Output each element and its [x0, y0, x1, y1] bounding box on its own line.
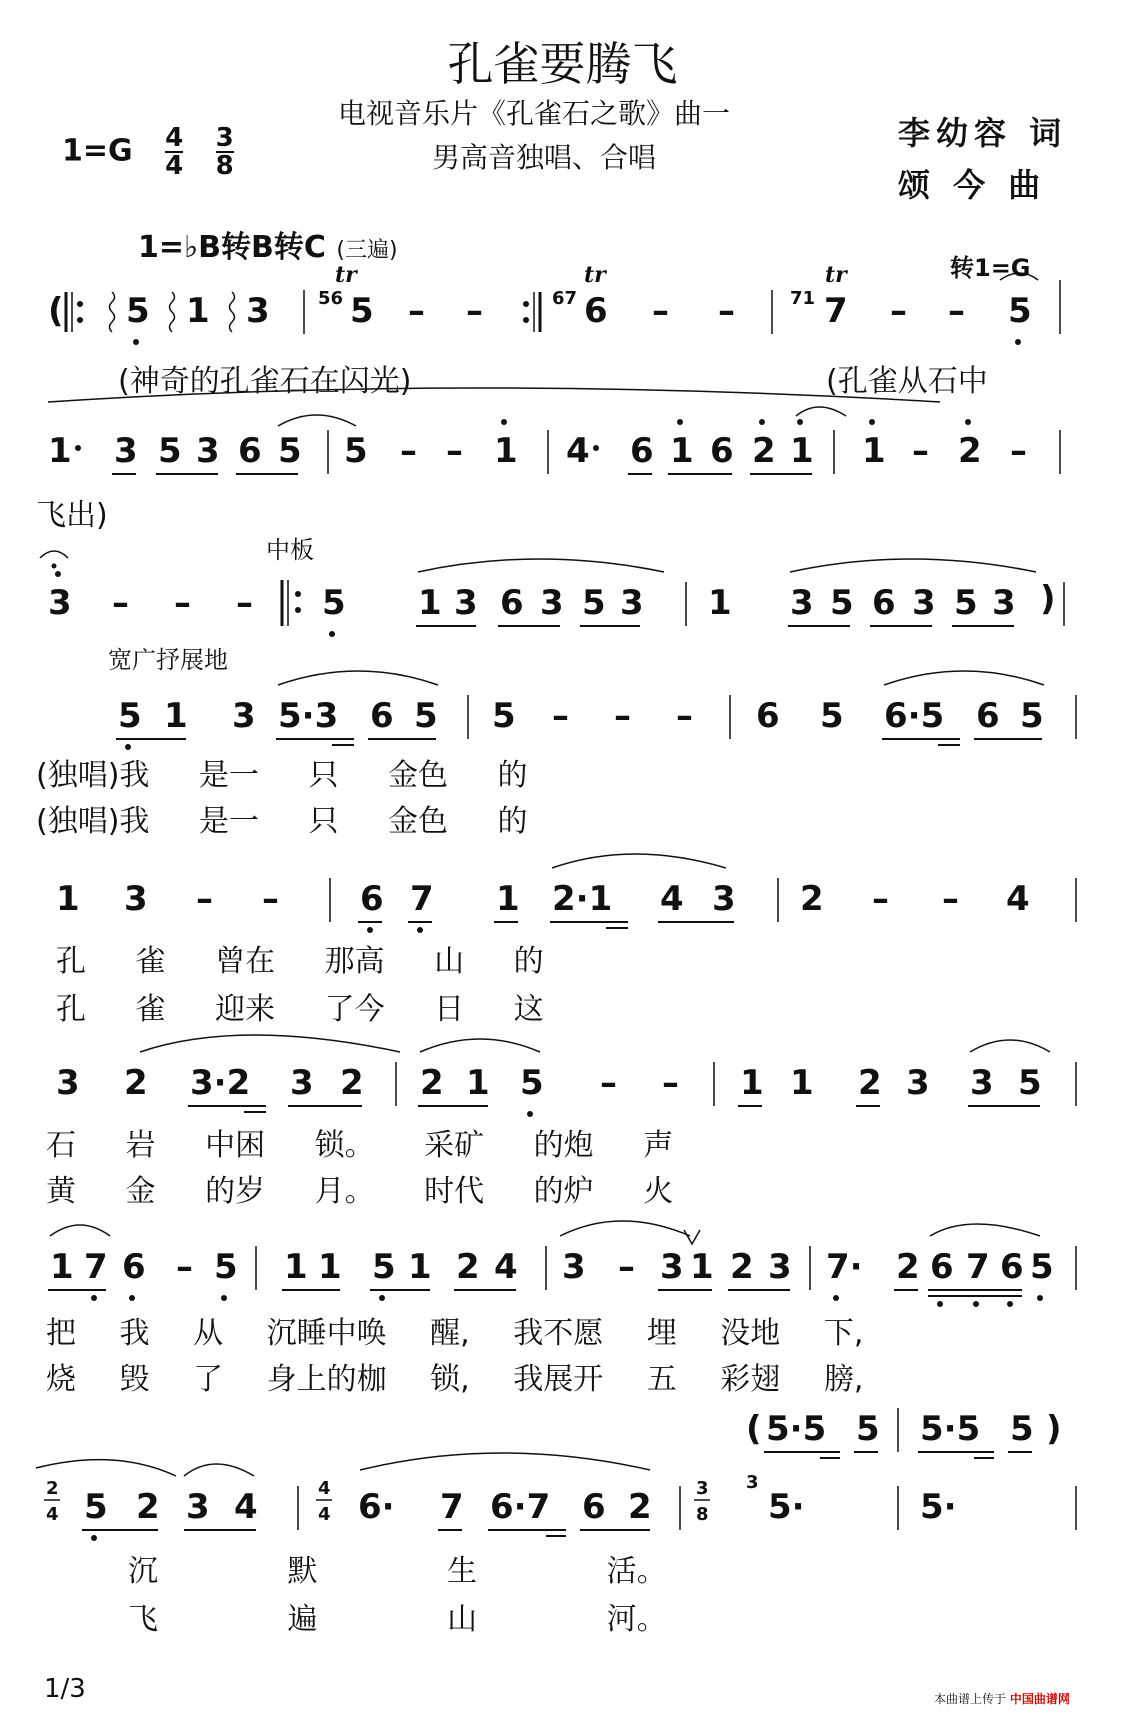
note: 5 — [84, 1487, 108, 1527]
note: 1 — [186, 291, 210, 331]
note: 5 — [126, 291, 150, 331]
note: 7 — [84, 1247, 108, 1287]
verse2-line1: (独唱)我 是一 只 金色 的 — [36, 804, 528, 839]
note: 4 — [566, 431, 590, 471]
note: 2 — [800, 879, 824, 919]
note: 2 — [958, 431, 982, 471]
note: 6· — [358, 1487, 395, 1527]
svg-text:–: – — [676, 696, 693, 736]
svg-text:–: – — [174, 583, 191, 623]
note: 1 — [708, 583, 732, 623]
note: 3 — [246, 291, 270, 331]
note: 3 — [114, 431, 138, 471]
verse2-line2: 孔 雀 迎来 了今 日 这 — [56, 992, 544, 1027]
note: 5·3 — [278, 696, 339, 736]
note: 5 — [582, 583, 606, 623]
svg-text:–: – — [552, 696, 569, 736]
note: 1 — [48, 431, 72, 471]
note: 5 — [830, 583, 854, 623]
note: 3·2 — [190, 1063, 251, 1103]
svg-text:(: ( — [746, 1409, 762, 1449]
svg-text:4: 4 — [46, 1504, 59, 1525]
staff-row-3 — [0, 572, 1125, 642]
note: 2 — [730, 1247, 754, 1287]
note: 6 — [360, 879, 384, 919]
staff-row-8-top — [0, 1400, 1125, 1450]
verse2-line3: 黄 金 的岁 月。 时代 的炉 火 — [46, 1174, 674, 1209]
svg-text:–: – — [652, 291, 669, 331]
note: 7 — [966, 1247, 990, 1287]
note: 5·5 — [920, 1409, 981, 1449]
modulation-to-g: 转1=G — [950, 254, 1031, 282]
modulation-marking: 1=♭B转B转C (三遍) — [138, 230, 398, 265]
note: 3 — [124, 879, 148, 919]
note: 2 — [896, 1247, 920, 1287]
note: 3 — [540, 583, 564, 623]
note: 6 — [710, 431, 734, 471]
note: 2 — [136, 1487, 160, 1527]
note: 2 — [752, 431, 776, 471]
note: 5 — [118, 696, 142, 736]
note: 4 — [1006, 879, 1030, 919]
verse1-line5: 沉 默 生 活。 — [128, 1554, 667, 1589]
note: 2 — [456, 1247, 480, 1287]
note: 3 — [970, 1063, 994, 1103]
note: 4 — [494, 1247, 518, 1287]
intro-lyric-3: 飞出) — [36, 498, 108, 533]
staff-row-6 — [0, 1052, 1125, 1122]
note: 3 — [620, 583, 644, 623]
note: 3 — [290, 1063, 314, 1103]
svg-text:–: – — [948, 291, 965, 331]
note: 1 — [740, 1063, 764, 1103]
grace-note: 67 — [552, 288, 578, 309]
svg-text:–: – — [614, 696, 631, 736]
note: 5 — [1030, 1247, 1054, 1287]
note: 1 — [790, 1063, 814, 1103]
note: 6 — [1000, 1247, 1024, 1287]
note: 6 — [976, 696, 1000, 736]
note: 5 — [414, 696, 438, 736]
svg-text:–: – — [466, 291, 483, 331]
note: 5 — [214, 1247, 238, 1287]
staff-row-4 — [0, 685, 1125, 755]
note: 5 — [322, 583, 346, 623]
svg-text:–: – — [618, 1247, 635, 1287]
staff-row-2 — [0, 420, 1125, 490]
note: 2 — [420, 1063, 444, 1103]
key-signature: $1=G \frac{4}{4}$ $\frac{3}{8}$ — [62, 123, 234, 181]
note: 5 — [820, 696, 844, 736]
note: 3 — [186, 1487, 210, 1527]
note: 2·1 — [552, 879, 613, 919]
note: 1 — [56, 879, 80, 919]
subtitle-source: 电视音乐片《孔雀石之歌》曲一 — [338, 97, 731, 130]
svg-text:–: – — [176, 1247, 193, 1287]
expression-marking: 宽广抒展地 — [108, 646, 228, 674]
note: 5 — [344, 431, 368, 471]
svg-text:–: – — [408, 291, 425, 331]
lyricist-credit: 李幼容 词 — [898, 114, 1068, 152]
note: 1 — [418, 583, 442, 623]
svg-text:–: – — [262, 879, 279, 919]
verse1-line4: 把 我 从 沉睡中唤 醒, 我不愿 埋 没地 下, — [46, 1316, 864, 1351]
page-number: 1/3 — [44, 1674, 86, 1704]
note: 1 — [690, 1247, 714, 1287]
intro-lyric-1: (神奇的孔雀石在闪光) — [118, 364, 412, 399]
note: 3 — [790, 583, 814, 623]
svg-text:): ) — [1046, 1409, 1062, 1449]
note: 3 — [712, 879, 736, 919]
note: 1 — [494, 431, 518, 471]
composer-credit: 颂 今 曲 — [898, 166, 1047, 204]
note: 2 — [124, 1063, 148, 1103]
note: 5 — [492, 696, 516, 736]
svg-text:–: – — [236, 583, 253, 623]
trill-mark: tr — [584, 262, 606, 288]
verse1-line1: (独唱)我 是一 只 金色 的 — [36, 758, 528, 793]
svg-text:2: 2 — [46, 1478, 59, 1499]
note: 7 — [824, 291, 848, 331]
svg-text:–: – — [872, 879, 889, 919]
verse1-line2: 孔 雀 曾在 那高 山 的 — [56, 944, 544, 979]
note: 4 — [234, 1487, 258, 1527]
note: 1 — [408, 1247, 432, 1287]
note: 5 — [856, 1409, 880, 1449]
site-logo: 中国曲谱网 — [1009, 1692, 1070, 1706]
note: 3 — [912, 583, 936, 623]
verse2-line4: 烧 毁 了 身上的枷 锁, 我展开 五 彩翅 膀, — [46, 1362, 864, 1397]
note: 1 — [318, 1247, 342, 1287]
note: 5 — [158, 431, 182, 471]
svg-text:–: – — [446, 431, 463, 471]
note: 5 — [1008, 291, 1032, 331]
note: 1 — [284, 1247, 308, 1287]
svg-text:–: – — [400, 431, 417, 471]
note: 5 — [372, 1247, 396, 1287]
note: 6 — [500, 583, 524, 623]
svg-text:): ) — [1040, 579, 1056, 619]
note: 3 — [454, 583, 478, 623]
grace-note: 71 — [790, 288, 816, 309]
note: 5 — [350, 291, 374, 331]
note: 6·7 — [490, 1487, 551, 1527]
subtitle-performance: 男高音独唱、合唱 — [432, 141, 657, 174]
note: 5 — [954, 583, 978, 623]
staff-row-5 — [0, 868, 1125, 938]
note: 3 — [56, 1063, 80, 1103]
note: 7 — [410, 879, 434, 919]
verse1-line3: 石 岩 中困 锁。 采矿 的炮 声 — [46, 1128, 674, 1163]
svg-text:3: 3 — [696, 1478, 709, 1499]
note: 4 — [660, 879, 684, 919]
note: 2 — [858, 1063, 882, 1103]
note: 5 — [1018, 1063, 1042, 1103]
tempo-marking: 中板 — [266, 536, 314, 564]
bracket-open: ( — [48, 291, 64, 331]
svg-text:–: – — [600, 1063, 617, 1103]
note: 5 — [520, 1063, 544, 1103]
note: 7 — [440, 1487, 464, 1527]
verse2-line5: 飞 遍 山 河。 — [128, 1602, 667, 1637]
upload-note: 本曲谱上传于 中国曲谱网 — [934, 1692, 1070, 1706]
note: 6 — [630, 431, 654, 471]
note: 5 — [1020, 696, 1044, 736]
svg-text:–: – — [890, 291, 907, 331]
grace-note: 56 — [318, 288, 344, 309]
note: 3 — [196, 431, 220, 471]
note: 1 — [496, 879, 520, 919]
note: 5 — [278, 431, 302, 471]
note: 1 — [862, 431, 886, 471]
score-title: 孔雀要腾飞 — [447, 37, 678, 91]
trill-mark: tr — [825, 262, 847, 288]
svg-text:8: 8 — [696, 1504, 709, 1525]
svg-text:–: – — [718, 291, 735, 331]
time-signature-4-4: $\frac{4}{4}$ — [165, 123, 184, 181]
note: 3 — [660, 1247, 684, 1287]
svg-text:–: – — [1010, 431, 1027, 471]
note: 5·5 — [766, 1409, 827, 1449]
svg-text:–: – — [912, 431, 929, 471]
note: 7· — [826, 1247, 863, 1287]
note: 1 — [670, 431, 694, 471]
note: 3 — [232, 696, 256, 736]
note: 6 — [238, 431, 262, 471]
note: 6 — [370, 696, 394, 736]
svg-text:–: – — [662, 1063, 679, 1103]
staff-row-8 — [0, 1472, 1125, 1546]
grace-note: 3 — [746, 1472, 759, 1493]
svg-text:–: – — [196, 879, 213, 919]
note: 5· — [920, 1487, 957, 1527]
note: 6 — [756, 696, 780, 736]
note: 3 — [768, 1247, 792, 1287]
time-signature-3-8: $\frac{3}{8}$ — [215, 123, 234, 181]
note: 1 — [466, 1063, 490, 1103]
note: 3 — [906, 1063, 930, 1103]
note: 1 — [790, 431, 814, 471]
note: 6 — [584, 291, 608, 331]
note: 2 — [340, 1063, 364, 1103]
note: 6·5 — [884, 696, 945, 736]
svg-text:4: 4 — [318, 1504, 331, 1525]
note: 6 — [582, 1487, 606, 1527]
note: 1 — [164, 696, 188, 736]
note: 1 — [50, 1247, 74, 1287]
staff-row-7 — [0, 1236, 1125, 1306]
note: 6 — [930, 1247, 954, 1287]
svg-text:4: 4 — [318, 1478, 331, 1499]
note: 2 — [628, 1487, 652, 1527]
trill-mark: tr — [335, 262, 357, 288]
note: 3 — [48, 583, 72, 623]
svg-text:–: – — [942, 879, 959, 919]
intro-lyric-2: (孔雀从石中 — [826, 364, 988, 399]
note: 6 — [872, 583, 896, 623]
note: 5 — [1010, 1409, 1034, 1449]
note: 6 — [122, 1247, 146, 1287]
svg-text:–: – — [112, 583, 129, 623]
note: 3 — [992, 583, 1016, 623]
note: 5· — [768, 1487, 805, 1527]
note: 3 — [562, 1247, 586, 1287]
